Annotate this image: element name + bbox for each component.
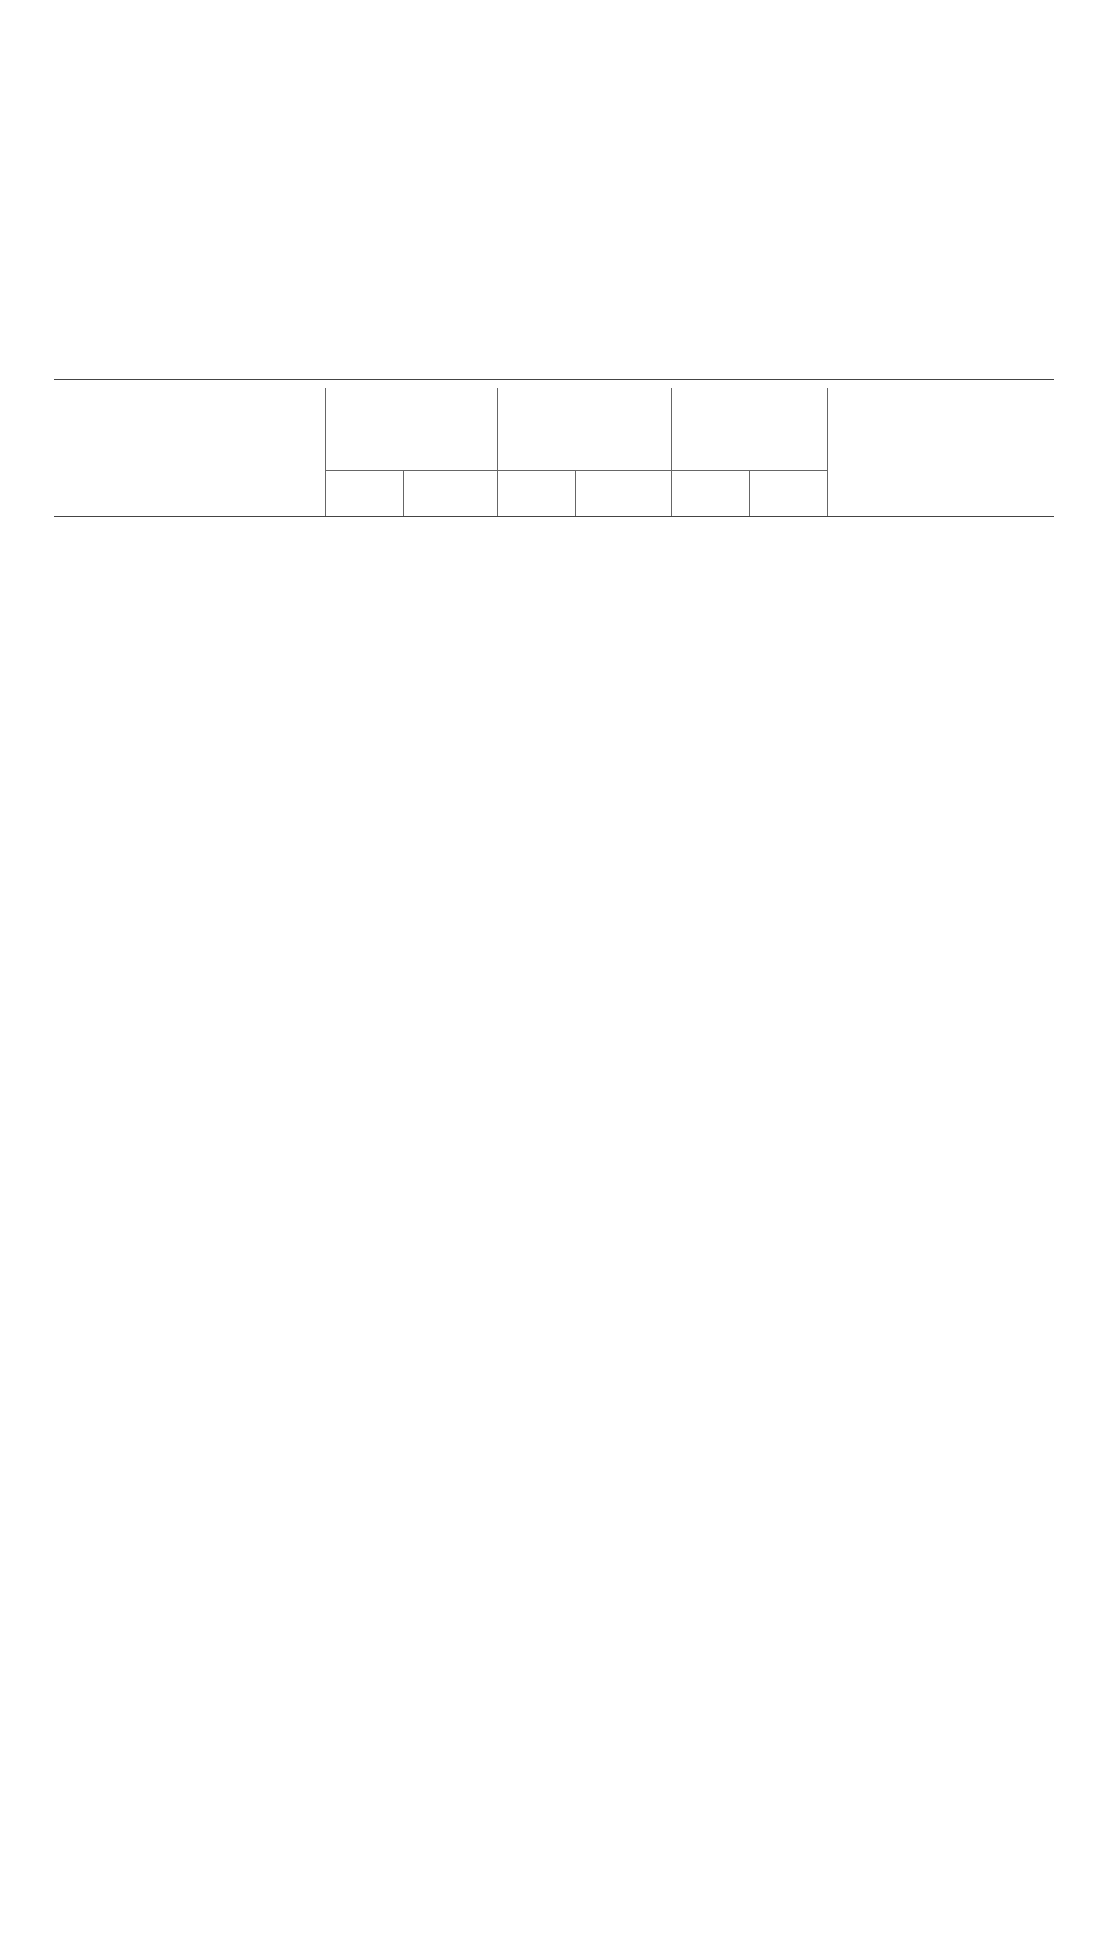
header-rule bbox=[325, 388, 326, 516]
header-rule bbox=[827, 388, 828, 516]
header-rule bbox=[403, 470, 404, 516]
header-rule bbox=[325, 470, 827, 471]
header-rule bbox=[497, 388, 498, 516]
header-rule bbox=[575, 470, 576, 516]
top-rule bbox=[54, 379, 1054, 380]
header-bottom-rule bbox=[54, 516, 1054, 517]
header-rule bbox=[671, 388, 672, 516]
header-rule bbox=[749, 470, 750, 516]
